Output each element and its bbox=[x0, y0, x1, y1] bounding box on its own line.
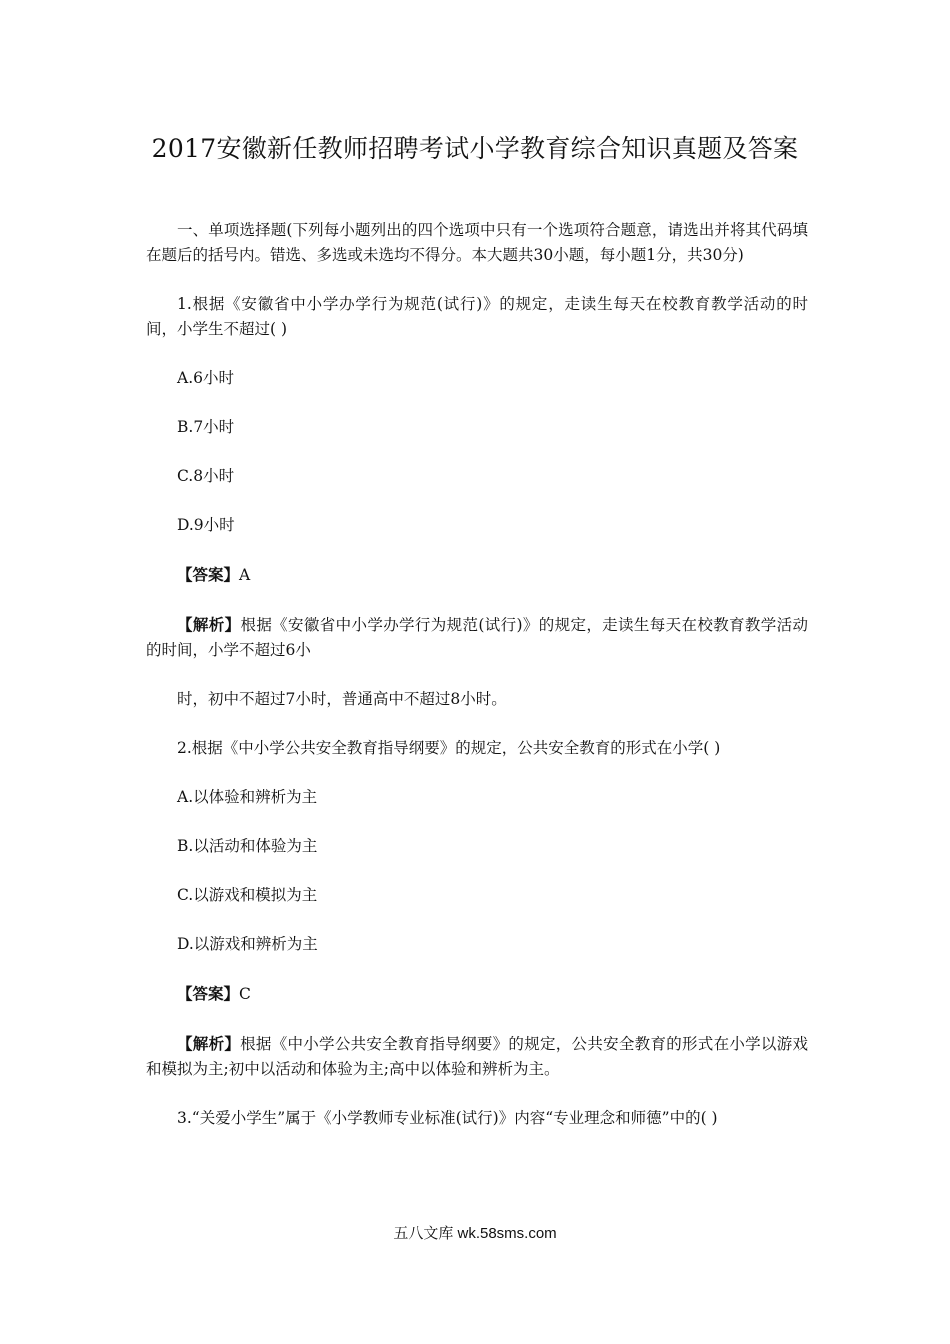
analysis-text: 根据《安徽省中小学办学行为规范(试行)》的规定，走读生每天在校教育教学活动的时间，小学不超过6小 bbox=[146, 616, 808, 659]
question-3-stem: 3.“关爱小学生”属于《小学教师专业标准(试行)》内容“专业理念和师德”中的( ) bbox=[177, 1109, 718, 1127]
question-1-analysis bbox=[146, 612, 808, 663]
question-2-analysis bbox=[146, 1031, 808, 1082]
question-2-option-d: D.以游戏和辨析为主 bbox=[177, 935, 318, 953]
analysis-label: 【解析】 bbox=[177, 1034, 241, 1053]
page-title: 2017安徽新任教师招聘考试小学教育综合知识真题及答案 bbox=[151, 134, 799, 163]
answer-value: C bbox=[239, 985, 251, 1003]
document-body bbox=[146, 218, 808, 1155]
answer-label: 【答案】 bbox=[177, 565, 240, 584]
question-2-answer bbox=[146, 981, 808, 1007]
question-2-stem: 2.根据《中小学公共安全教育指导纲要》的规定，公共安全教育的形式在小学( ) bbox=[177, 739, 721, 757]
question-2-option-b: B.以活动和体验为主 bbox=[177, 837, 318, 855]
question-2-option-a: A.以体验和辨析为主 bbox=[177, 788, 318, 806]
question-1-option-c: C.8小时 bbox=[177, 467, 235, 485]
question-1-analysis-continued: 时，初中不超过7小时，普通高中不超过8小时。 bbox=[177, 690, 507, 708]
question-1-answer bbox=[146, 562, 808, 588]
question-2-option-c: C.以游戏和模拟为主 bbox=[177, 886, 318, 904]
section-intro: 一、单项选择题(下列每小题列出的四个选项中只有一个选项符合题意，请选出并将其代码填在题后的括号内。错选、多选或未选均不得分。本大题共30小题，每小题1分，共30分) bbox=[146, 221, 808, 264]
answer-value: A bbox=[239, 566, 251, 584]
question-1-stem: 1.根据《安徽省中小学办学行为规范(试行)》的规定，走读生每天在校教育教学活动的时间，小学生不超过( ) bbox=[146, 295, 808, 338]
analysis-text: 根据《中小学公共安全教育指导纲要》的规定，公共安全教育的形式在小学以游戏和模拟为主;初中以活动和体验为主;高中以体验和辨析为主。 bbox=[146, 1035, 808, 1078]
analysis-label: 【解析】 bbox=[177, 615, 241, 634]
answer-label: 【答案】 bbox=[177, 984, 240, 1003]
question-1-option-b: B.7小时 bbox=[177, 418, 235, 436]
question-1-option-d: D.9小时 bbox=[177, 516, 235, 534]
footer-watermark: 五八文库 wk.58sms.com bbox=[393, 1225, 557, 1242]
question-1-option-a: A.6小时 bbox=[177, 369, 234, 387]
